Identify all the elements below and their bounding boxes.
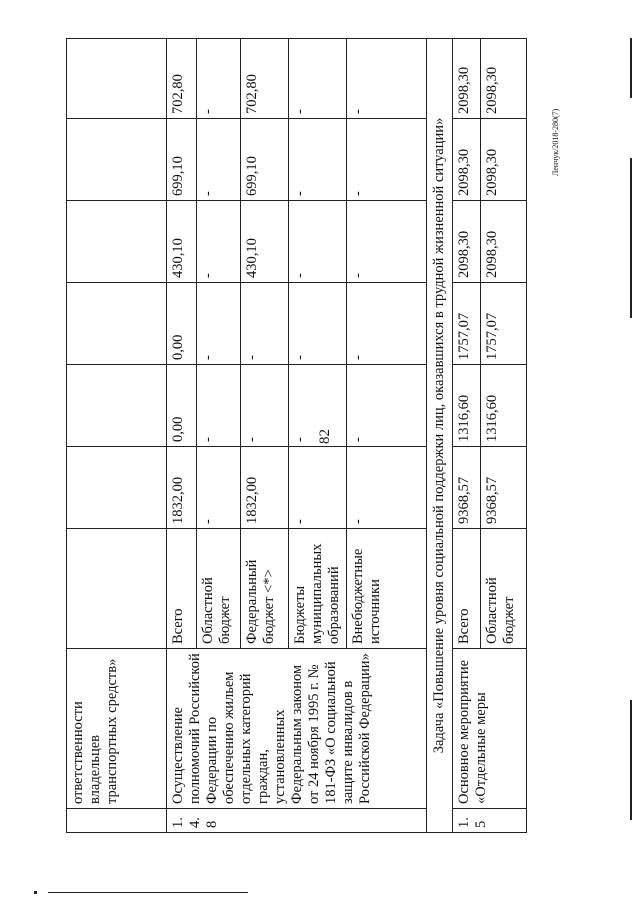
row-title: Основное мероприятие «Отдельные меры [453, 649, 527, 809]
source-cell: Всего [167, 529, 197, 649]
value-cell: - [347, 201, 427, 283]
task-row [427, 39, 453, 833]
value-cell: 1316,60 [481, 365, 527, 447]
value-cell: - [289, 447, 347, 529]
value-cell: 9368,57 [481, 447, 527, 529]
row-title: Осуществление полномочий Российской Федерации по обеспечению жильем отдельных категорий граждан, установленных Федеральным законом от 24 ноября 1995 г. № 181-ФЗ «О социальной защите инвалидов в Российской Федерации» [167, 649, 427, 809]
value-cell: - [241, 283, 289, 365]
footer-rule [48, 892, 248, 893]
value-cell: - [197, 365, 241, 447]
value-cell: - [289, 39, 347, 119]
value-cell: 699,10 [241, 119, 289, 201]
value-cell: 1832,00 [167, 447, 197, 529]
source-cell: Областной бюджет [481, 529, 527, 649]
value-cell: 0,00 [167, 283, 197, 365]
value-cell: 2098,30 [453, 119, 481, 201]
value-cell: 430,10 [167, 201, 197, 283]
value-cell: 699,10 [167, 119, 197, 201]
value-cell: - [347, 39, 427, 119]
rotated-table-area [66, 39, 531, 833]
table-row [67, 39, 167, 833]
value-cell: 2098,30 [453, 201, 481, 283]
row-number: 1.5 [453, 809, 527, 833]
value-cell: 9368,57 [453, 447, 481, 529]
value-cell: - [289, 119, 347, 201]
value-cell: - [289, 283, 347, 365]
margin-mark [630, 158, 632, 318]
value-cell: - [197, 119, 241, 201]
value-cell: - [197, 447, 241, 529]
value-cell: 2098,30 [481, 39, 527, 119]
value-cell: 0,00 [167, 365, 197, 447]
value-cell: 2098,30 [481, 201, 527, 283]
footer-dot [34, 891, 37, 894]
table-row [453, 39, 481, 833]
source-cell: Федеральный бюджет <*> [241, 529, 289, 649]
value-cell: - [289, 365, 347, 447]
source-cell: Областной бюджет [197, 529, 241, 649]
value-cell: 1832,00 [241, 447, 289, 529]
value-cell: 702,80 [167, 39, 197, 119]
intro-cell: ответственности владельцев транспортных средств» [67, 649, 167, 809]
value-cell: - [347, 119, 427, 201]
row-number: 1.4.8 [167, 809, 427, 833]
value-cell: - [347, 283, 427, 365]
margin-mark [630, 38, 632, 98]
value-cell: 1316,60 [453, 365, 481, 447]
value-cell: 1757,07 [481, 283, 527, 365]
value-cell: - [347, 447, 427, 529]
budget-table [66, 38, 527, 833]
source-cell: Всего [453, 529, 481, 649]
value-cell: - [197, 283, 241, 365]
value-cell: - [197, 201, 241, 283]
value-cell: 2098,30 [481, 119, 527, 201]
value-cell: - [289, 201, 347, 283]
side-code: Ленчук/2018-280(7) [551, 108, 560, 176]
value-cell: 1757,07 [453, 283, 481, 365]
value-cell: 2098,30 [453, 39, 481, 119]
task-heading: Задача «Повышение уровня социальной поддержки лиц, оказавшихся в трудной жизненной ситуации» [427, 39, 453, 833]
page-number: 82 [317, 429, 333, 444]
margin-mark [630, 700, 632, 820]
table-row [167, 39, 197, 833]
value-cell: - [197, 39, 241, 119]
source-cell: Бюджеты муниципальных образований [289, 529, 347, 649]
value-cell: - [347, 365, 427, 447]
value-cell: 702,80 [241, 39, 289, 119]
value-cell: 430,10 [241, 201, 289, 283]
source-cell: Внебюджетные источники [347, 529, 427, 649]
value-cell: - [241, 365, 289, 447]
